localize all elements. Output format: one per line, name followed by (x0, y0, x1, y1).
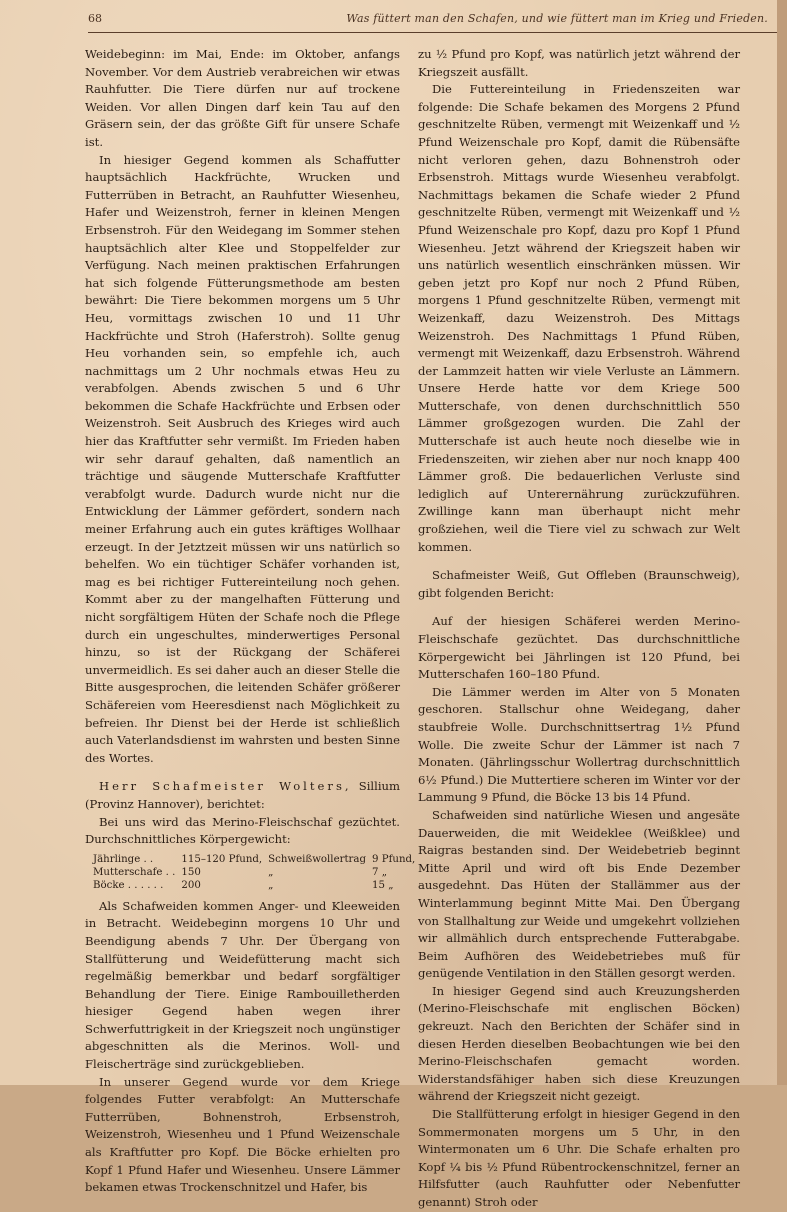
table-row (93, 853, 421, 866)
wool-label: „ (268, 879, 274, 891)
weight-value: 150 (181, 866, 201, 878)
report-author: Schafmeister Weiß (432, 568, 547, 583)
wool-value: 7 „ (372, 866, 388, 878)
paragraph: Auf der hiesigen Schäferei werden Merino-Fleischschafe gezüchtet. Das durchschnittliche Körpergewicht bei Jährlingen ist 120 Pfund, bei Mutterschafen 160–180 Pfund. (418, 614, 740, 682)
wool-label: „ (268, 866, 274, 878)
paragraph: Die Futtereinteilung in Friedenszeiten war folgende: Die Schafe bekamen des Morgens 2 Pfund geschnitzelte Rüben, vermengt mit Weizenkaff und ½ Pfund Weizenschale pro Kopf, damit die Rübensäfte nicht verloren gehen, dazu Bohnenstroh oder Erbsenstroh. Mittags wurde Wiesenheu verabfolgt. Nachmittags bekamen die Schafe wieder 2 Pfund geschnitzelte Rüben, vermengt mit Weizenkaff und ½ Pfund Weizenschale pro Kopf, dazu pro Kopf 1 Pfund Wiesenheu. Jetzt während der Kriegszeit haben wir uns natürlich wesentlich einschränken müssen. Wir geben jetzt pro Kopf nur noch 2 Pfund Rüben, morgens 1 Pfund geschnitzelte Rüben, vermengt mit Weizenkaff, dazu Weizenstroh. Des Mittags Weizenstroh. Des Nachmittags 1 Pfund Rüben, vermengt mit Weizenkaff, dazu Erbsenstroh. Während der Lammzeit hatten wir viele Verluste an Lämmern. Unsere Herde hatte vor dem Kriege 500 Mutterschafe, von denen durchschnittlich 550 Lämmer großgezogen wurden. Die Zahl der Mutterschafe ist auch heute noch dieselbe wie in Friedenszeiten, wir ziehen aber nur noch knapp 400 Lämmer groß. Die bedauerlichen Verluste sind lediglich auf Unterernährung zurückzuführen. Zwillinge kann man überhaupt nicht mehr großziehen, weil die Tiere viel zu schwach zur Welt kommen. (418, 82, 740, 554)
wool-value: 15 „ (372, 879, 394, 891)
weight-value: 200 (181, 879, 201, 891)
page-number: 68 (88, 12, 102, 25)
paragraph: zu ½ Pfund pro Kopf, was natürlich jetzt während der Kriegszeit ausfällt. (418, 47, 740, 79)
weight-value: 115–120 Pfund, (181, 853, 263, 865)
page-edge (777, 0, 787, 1085)
wool-label: Schweißwollertrag (268, 853, 367, 865)
paragraph: In hiesiger Gegend kommen als Schaffutter hauptsächlich Hackfrüchte, Wrucken und Futterrüben in Betracht, an Rauhfutter Wiesenheu, Hafer und Weizenstroh, ferner in kleinen Mengen Erbsenstroh. Für den Weidegang im Sommer stehen hauptsächlich alter Klee und Stoppelfelder zur Verfügung. Nach meinen praktischen Erfahrungen hat sich folgende Fütterungsmethode am besten bewährt: Die Tiere bekommen morgens um 5 Uhr Heu, vormittags zwischen 10 und 11 Uhr Hackfrüchte und Stroh (Haferstroh). Sollte genug Heu vorhanden sein, so empfehle ich, auch nachmittags um 2 Uhr nochmals etwas Heu zu verabfolgen. Abends zwischen 5 und 6 Uhr bekommen die Schafe Hackfrüchte und Erbsen oder Weizenstroh. Seit Ausbruch des Krieges wird auch hier das Kraftfutter sehr vermißt. Im Frieden haben wir sehr darauf gehalten, daß namentlich an trächtige und säugende Mutterschafe Kraftfutter verabfolgt wurde. Dadurch wurde nicht nur die Entwicklung der Lämmer gefördert, sondern nach meiner Erfahrung auch ein gutes kräftiges Wollhaar erzeugt. In der Jetztzeit müssen wir uns natürlich so behelfen. Wo ein tüchtiger Schäfer vorhanden ist, mag es bei richtiger Futtereinteilung noch gehen. Kommt aber zu der mangelhaften Fütterung und nicht sorgfältigem Hüten der Schafe noch die Pflege durch ein ungeschultes, minderwertiges Personal hinzu, so ist der Rückgang der Schäferei unvermeidlich. Es sei daher auch an dieser Stelle die Bitte ausgesprochen, die leitenden Schäfer größerer Schäfereien vom Heeresdienst nach Möglichkeit zu befreien. Ihr Dienst bei der Herde ist schließlich auch Vaterlandsdienst im wahrsten und besten Sinne des Wortes. (85, 152, 400, 765)
breed-line: Bei uns wird das Merino-Fleischschaf gezüchtet. Durchschnittliches Körpergewicht: (85, 814, 400, 847)
table-row (93, 866, 421, 879)
paragraph: Schafweiden sind natürliche Wiesen und angesäte Dauerweiden, die mit Weideklee (Weißklee) und Raigras bestanden sind. Der Weidebetrieb beginnt Mitte April und wird oft bis Ende Dezember ausgedehnt. Das Hüten der Stallämmer aus der Winterlammung beginnt Mitte Mai. Den Übergang von Stallhaltung zur Weide und umgekehrt vollziehen wir allmählich durch entsprechende Futterabgabe. Beim Aufhören des Weidebetriebes muß für genügende Ventilation in den Ställen gesorgt werden. (418, 807, 740, 981)
report-author: Herr Schafmeister Wolters (99, 779, 345, 794)
report-intro (418, 567, 740, 602)
right-column (418, 46, 740, 1209)
page-header (88, 6, 778, 33)
table-row (93, 879, 421, 892)
wool-value: 9 Pfund, (372, 853, 416, 865)
report-intro (85, 778, 400, 813)
report-location: , Sillium (Provinz Hannover), berichtet: (85, 779, 400, 811)
paragraph: In unserer Gegend wurde vor dem Kriege folgendes Futter verabfolgt: An Mutterschafe Futterrüben, Bohnenstroh, Erbsenstroh, Weizenstroh, Wiesenheu und 1 Pfund Weizenschale als Kraftfutter pro Kopf. Die Böcke erhielten pro Kopf 1 Pfund Hafer und Wiesenheu. Unsere Lämmer bekamen etwas Trockenschnitzel und Hafer, bis (85, 1074, 400, 1195)
weight-table (93, 853, 421, 892)
weight-label: Böcke . . . . . . (93, 879, 164, 891)
paragraph: Als Schafweiden kommen Anger- und Kleeweiden in Betracht. Weidebeginn morgens 10 Uhr und Beendigung abends 7 Uhr. Der Übergang von Stallfütterung und Weidefütterung macht sich regelmäßig bemerkbar und bedarf sorgfältiger Behandlung der Tiere. Einige Rambouilletherden hiesiger Gegend haben wegen ihrer Schwerfuttrigkeit in der Kriegszeit noch ungünstiger abgeschnitten als die Merinos. Woll- und Fleischerträge sind zurückgeblieben. (85, 898, 400, 1072)
left-column (85, 46, 416, 1195)
paragraph: In hiesiger Gegend sind auch Kreuzungsherden (Merino-Fleischschafe mit englischen Böcken) gekreuzt. Nach den Berichten der Schäfer sind in diesen Herden dieselben Beobachtungen wie bei den Merino-Fleischschafen gemacht worden. Widerstandsfähiger haben sich diese Kreuzungen während der Kriegszeit nicht gezeigt. (418, 983, 740, 1104)
report-location: , Gut Offleben (Braunschweig), gibt folgenden Bericht: (418, 568, 740, 600)
weight-label: Jährlinge . . (93, 853, 154, 865)
paragraph: Die Lämmer werden im Alter von 5 Monaten geschoren. Stallschur ohne Weidegang, daher staubfreie Wolle. Durchschnittsertrag 1½ Pfund Wolle. Die zweite Schur der Lämmer ist nach 7 Monaten. (Jährlingsschur Wollertrag durchschnittlich 6½ Pfund.) Die Muttertiere scheren im Winter vor der Lammung 9 Pfund, die Böcke 13 bis 14 Pfund. (418, 684, 740, 805)
paragraph: Weidebeginn: im Mai, Ende: im Oktober, anfangs November. Vor dem Austrieb verabreichen wir etwas Rauhfutter. Die Tiere dürfen nur auf trockene Weiden. Vor allen Dingen darf kein Tau auf den Gräsern sein, der das größte Gift für unsere Schafe ist. (85, 47, 400, 149)
weight-label: Mutterschafe . . (93, 866, 176, 878)
running-title: Was füttert man den Schafen, und wie füttert man im Krieg und Frieden. (346, 12, 768, 25)
paragraph: Die Stallfütterung erfolgt in hiesiger Gegend in den Sommermonaten morgens um 5 Uhr, in den Wintermonaten um 6 Uhr. Die Schafe erhalten pro Kopf ¼ bis ½ Pfund Rübentrockenschnitzel, ferner an Hilfsfutter (auch Rauhfutter oder Nebenfutter genannt) Stroh oder (418, 1107, 740, 1209)
